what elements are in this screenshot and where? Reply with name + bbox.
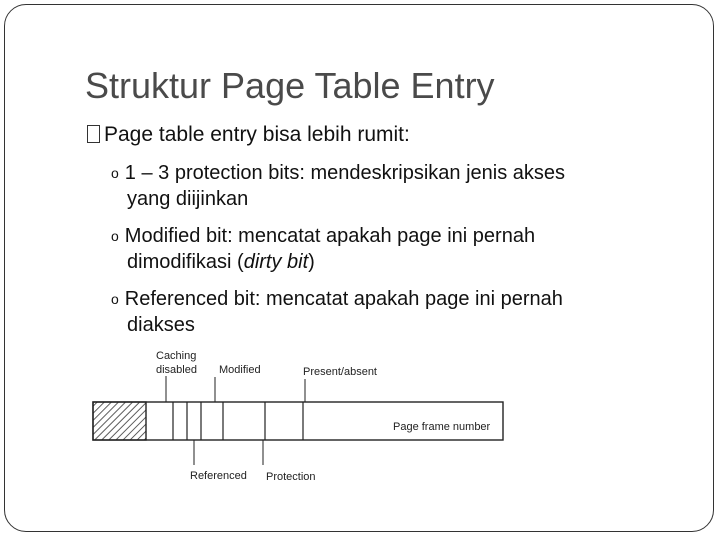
- main-bullet: [87, 123, 410, 147]
- page-table-entry-diagram: [83, 345, 513, 495]
- modified-label: Modified: [219, 364, 261, 376]
- circle-bullet-icon: o: [111, 228, 119, 244]
- list-item: o 1 – 3 protection bits: mendeskripsikan jenis akses yang diijinkan: [111, 162, 566, 210]
- present-absent-label: Present/absent: [303, 366, 377, 378]
- unused-field: [93, 402, 146, 440]
- box-bullet-icon: [87, 125, 100, 143]
- caching-disabled-label-2: disabled: [156, 364, 197, 376]
- protection-label: Protection: [266, 471, 316, 483]
- slide-title: Struktur Page Table Entry: [85, 65, 495, 106]
- page-frame-number-label: Page frame number: [393, 421, 491, 433]
- referenced-label: Referenced: [190, 470, 247, 482]
- circle-bullet-icon: o: [111, 291, 119, 307]
- caching-disabled-label: Caching: [156, 350, 197, 362]
- list-item: o Referenced bit: mencatat apakah page ini pernah diakses: [111, 288, 563, 336]
- circle-bullet-icon: o: [111, 165, 119, 181]
- main-bullet-text: Page table entry bisa lebih rumit:: [104, 123, 410, 146]
- slide: [4, 4, 714, 532]
- list-item: o Modified bit: mencatat apakah page ini pernah dimodifikasi (dirty bit): [111, 225, 536, 273]
